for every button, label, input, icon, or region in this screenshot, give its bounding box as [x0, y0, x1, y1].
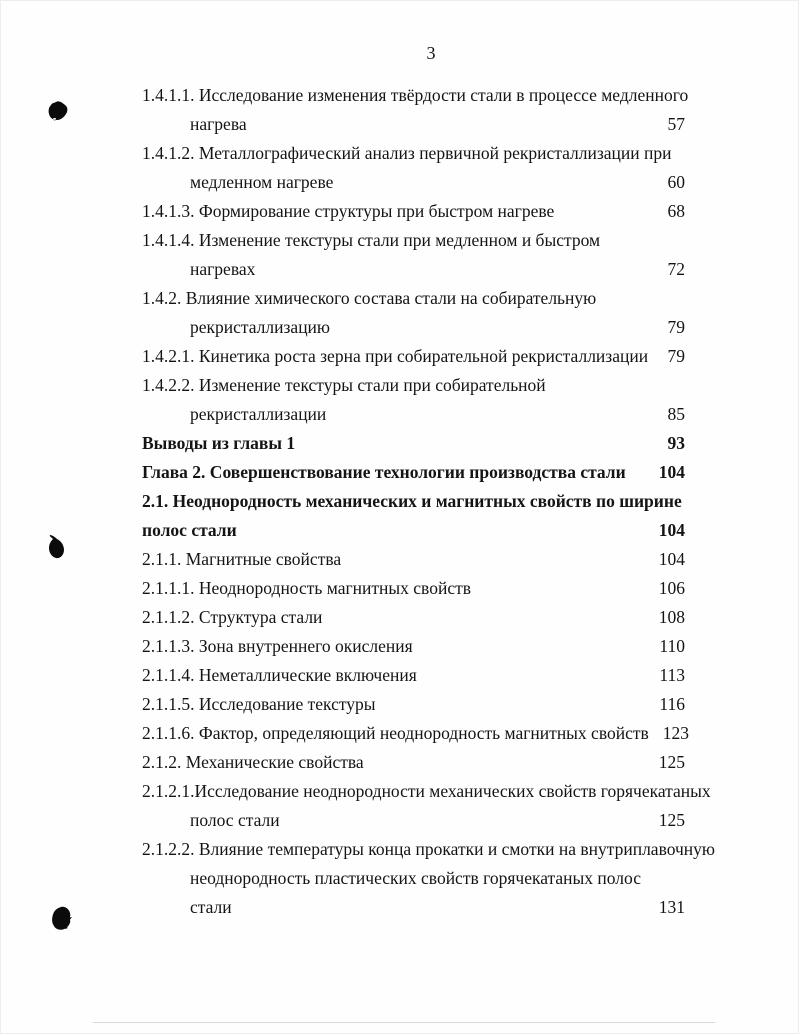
toc-entry-text: 2.1.1. Магнитные свойства: [142, 549, 342, 569]
toc-page-ref: 116: [659, 694, 685, 714]
toc-entry-text: 1.4.2.1. Кинетика роста зерна при собирательной рекристаллизации: [142, 346, 649, 366]
toc-entry-text: 2.1.2.2. Влияние температуры конца прокатки и смотки на внутриплавочную: [142, 839, 715, 859]
toc-page-ref: 104: [658, 520, 685, 540]
toc-entry-text: 2.1.1.2. Структура стали: [142, 607, 323, 627]
toc-entry-text: рекристаллизацию: [190, 317, 330, 337]
toc-row: [142, 342, 685, 371]
toc-row: [142, 371, 685, 400]
toc-page-ref: 131: [658, 897, 685, 917]
toc-entry-text: 2.1.1.4. Неметаллические включения: [142, 665, 417, 685]
toc-entry-text: 2.1. Неоднородность механических и магнитных свойств по ширине: [142, 491, 682, 511]
ink-blot-icon: [48, 535, 66, 561]
toc-entry-text: 2.1.2. Механические свойства: [142, 752, 364, 772]
toc-entry-text: нагревах: [190, 259, 256, 279]
toc-row: [142, 168, 685, 197]
toc-entry-text: полос стали: [142, 520, 237, 540]
toc-entry-text: 2.1.1.3. Зона внутреннего окисления: [142, 636, 413, 656]
toc-page-ref: 104: [658, 549, 685, 569]
toc-page-ref: 79: [667, 346, 685, 366]
toc-page-ref: 123: [662, 723, 690, 743]
toc-entry-text: 1.4.1.1. Исследование изменения твёрдости стали в процессе медленного: [142, 85, 689, 105]
toc-page-ref: 125: [658, 752, 685, 772]
toc-row: [142, 574, 685, 603]
toc-row: [142, 748, 685, 777]
toc-row: [142, 197, 685, 226]
toc-entry-text: Глава 2. Совершенствование технологии производства стали: [142, 462, 626, 482]
page-number: 3: [426, 43, 436, 63]
toc-entry-text: нагрева: [190, 114, 247, 134]
ink-blot-icon: [51, 906, 74, 934]
toc-row: [142, 487, 685, 516]
toc-row: [142, 603, 685, 632]
toc-page-ref: 110: [659, 636, 685, 656]
scan-edge-line: [93, 1022, 715, 1023]
toc-row: [142, 110, 685, 139]
toc-row: [142, 806, 685, 835]
toc-page-ref: 72: [667, 259, 685, 279]
toc-entry-text: рекристаллизации: [190, 404, 327, 424]
toc-row: [142, 255, 685, 284]
toc-entry-text: 2.1.1.1. Неоднородность магнитных свойств: [142, 578, 471, 598]
toc-row: [142, 719, 690, 748]
toc-page-ref: 104: [658, 462, 685, 482]
toc-entry-text: 1.4.1.3. Формирование структуры при быстром нагреве: [142, 201, 555, 221]
toc-entry-text: Выводы из главы 1: [142, 433, 296, 453]
toc-page-ref: 113: [659, 665, 685, 685]
toc-row: [142, 835, 715, 864]
toc-page-ref: 85: [667, 404, 685, 424]
toc-page-ref: 60: [667, 172, 685, 192]
toc-page-ref: 93: [667, 433, 685, 453]
toc-page-ref: 125: [658, 810, 685, 830]
toc-row: [142, 661, 685, 690]
toc-page-ref: 108: [658, 607, 685, 627]
toc-row: [142, 864, 685, 893]
toc-row: [142, 632, 685, 661]
toc-row: [142, 226, 685, 255]
toc-page-ref: 79: [667, 317, 685, 337]
toc-entry-text: неоднородность пластических свойств горячекатаных полос: [190, 868, 641, 888]
toc-row: [142, 429, 685, 458]
toc-row: [142, 516, 685, 545]
toc-page-ref: 106: [658, 578, 685, 598]
toc-entry-text: 1.4.1.2. Металлографический анализ первичной рекристаллизации при: [142, 143, 672, 163]
toc-row: [142, 139, 685, 168]
toc-entry-text: медленном нагреве: [190, 172, 334, 192]
toc-page-ref: 57: [667, 114, 685, 134]
toc-entry-text: 2.1.1.6. Фактор, определяющий неоднородность магнитных свойств: [142, 723, 649, 743]
toc-list: [142, 81, 715, 922]
ink-blot-icon: [47, 101, 69, 122]
toc-entry-text: 2.1.1.5. Исследование текстуры: [142, 694, 376, 714]
toc-entry-text: 2.1.2.1.Исследование неоднородности механических свойств горячекатаных: [142, 781, 711, 801]
toc-row: [142, 458, 685, 487]
toc-entry-text: стали: [190, 897, 232, 917]
toc-entry-text: 1.4.2. Влияние химического состава стали на собирательную: [142, 288, 597, 308]
toc-row: [142, 545, 685, 574]
toc-row: [142, 777, 711, 806]
toc-row: [142, 400, 685, 429]
toc-entry-text: 1.4.2.2. Изменение текстуры стали при собирательной: [142, 375, 546, 395]
toc-entry-text: 1.4.1.4. Изменение текстуры стали при медленном и быстром: [142, 230, 601, 250]
toc-row: [142, 313, 685, 342]
toc-entry-text: полос стали: [190, 810, 280, 830]
toc-page-ref: 68: [667, 201, 685, 221]
toc-row: [142, 690, 685, 719]
toc-row: [142, 81, 689, 110]
toc-row: [142, 893, 685, 922]
toc-row: [142, 284, 685, 313]
